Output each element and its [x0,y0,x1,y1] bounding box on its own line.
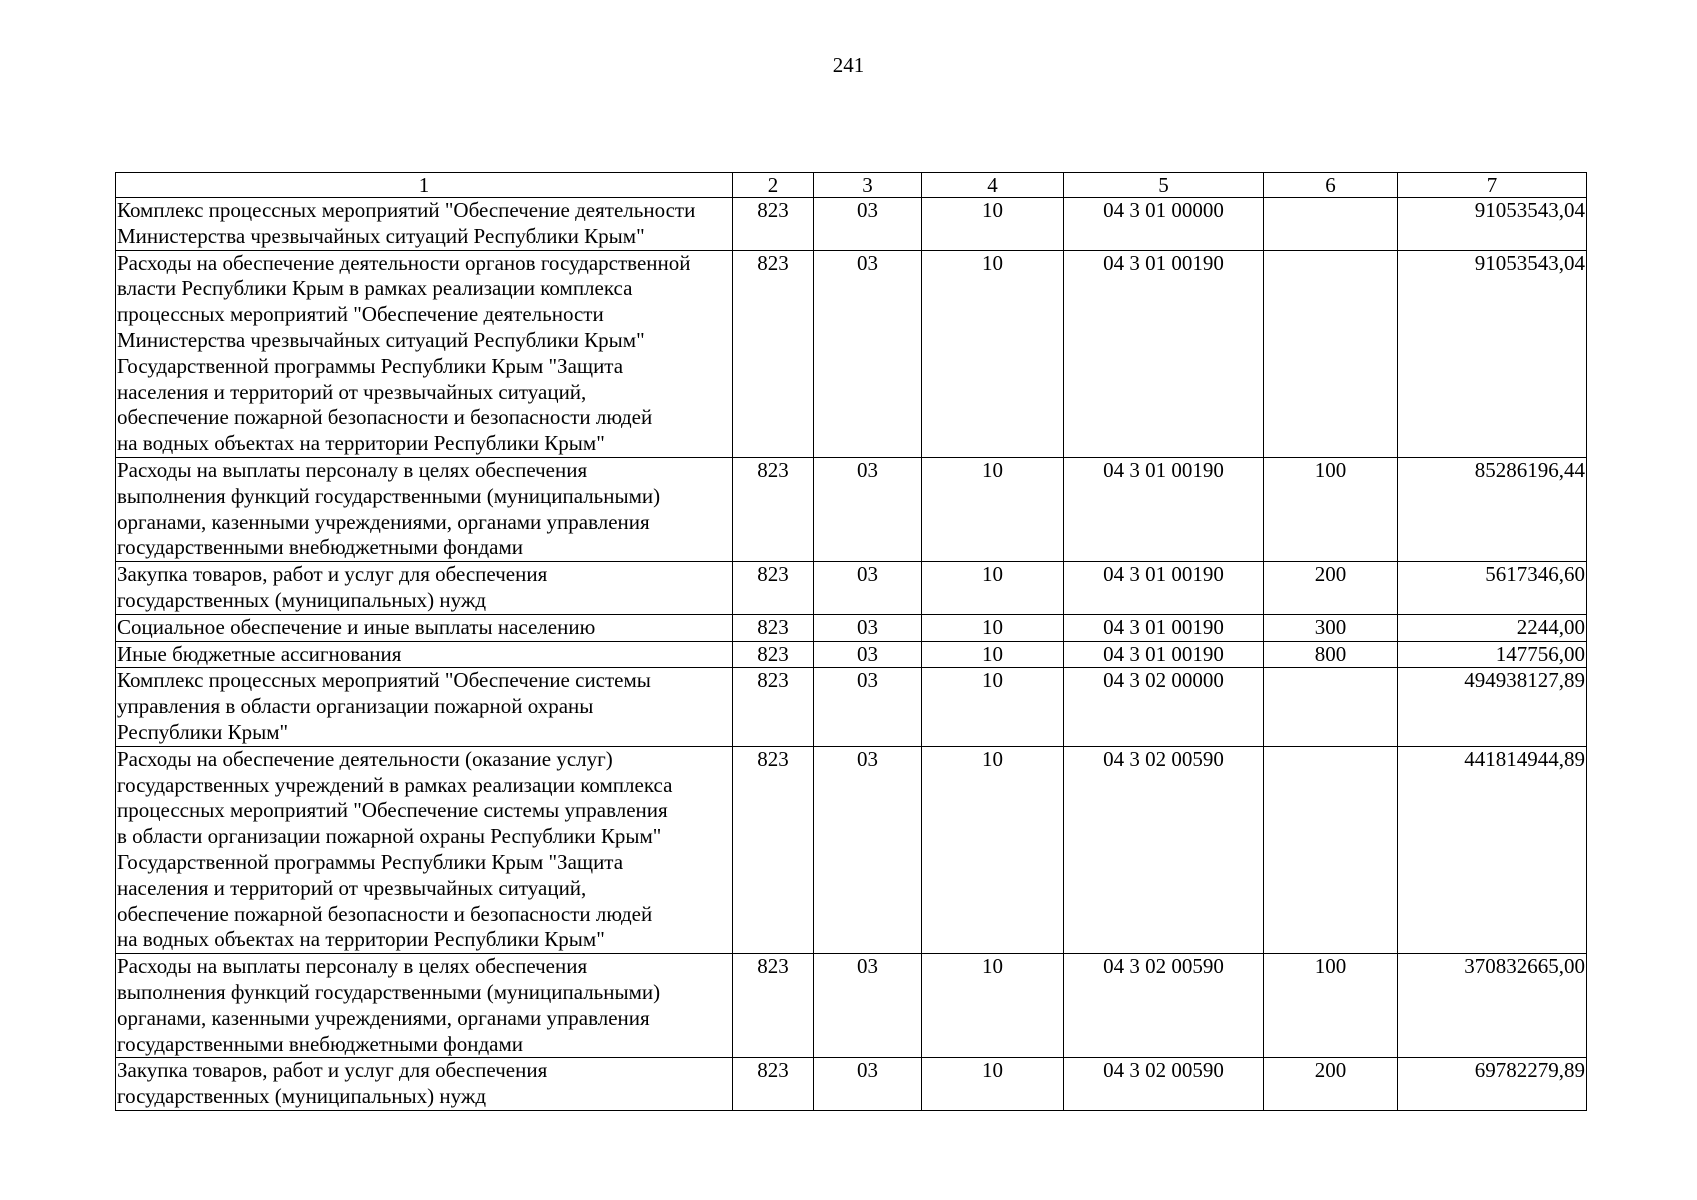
row-name-line: обеспечение пожарной безопасности и безопасности людей [117,405,653,430]
cell-col2: 823 [733,562,814,615]
cell-col5: 04 3 02 00590 [1064,954,1264,1058]
table-row [116,668,1587,746]
cell-col4: 10 [922,1058,1064,1111]
cell-col3: 03 [814,954,922,1058]
header-cell: 4 [922,173,1064,198]
row-name-line: Государственной программы Республики Крым "Защита [117,849,624,874]
row-name-line: Республики Крым" [117,719,289,744]
cell-col2: 823 [733,250,814,457]
cell-col6: 200 [1264,1058,1398,1111]
cell-amount: 370832665,00 [1398,954,1587,1058]
cell-col2: 823 [733,954,814,1058]
header-cell: 3 [814,173,922,198]
row-name-line: управления в области организации пожарной охраны [117,694,594,719]
row-name-line: процессных мероприятий "Обеспечение деятельности [117,302,604,327]
cell-amount: 85286196,44 [1398,457,1587,561]
table-row [116,250,1587,457]
row-name-cell [116,641,733,668]
cell-col6: 800 [1264,641,1398,668]
cell-col3: 03 [814,614,922,641]
budget-table [115,172,1587,1111]
cell-col2: 823 [733,1058,814,1111]
cell-col2: 823 [733,198,814,251]
row-name-line: государственных (муниципальных) нужд [117,1084,487,1109]
table-row [116,457,1587,561]
row-name-line: процессных мероприятий "Обеспечение системы управления [117,798,668,823]
row-name-cell [116,562,733,615]
cell-amount: 91053543,04 [1398,250,1587,457]
row-name-line: выполнения функций государственными (муниципальными) [117,979,661,1004]
row-name-line: органами, казенными учреждениями, органами управления [117,509,650,534]
row-name-line: Расходы на выплаты персоналу в целях обеспечения [117,954,588,979]
cell-col3: 03 [814,250,922,457]
row-name-cell [116,954,733,1058]
cell-amount: 494938127,89 [1398,668,1587,746]
cell-col2: 823 [733,614,814,641]
row-name-line: Расходы на обеспечение деятельности органов государственной [117,250,691,275]
cell-col6: 100 [1264,457,1398,561]
table-row [116,562,1587,615]
cell-amount: 441814944,89 [1398,746,1587,953]
cell-col5: 04 3 01 00190 [1064,562,1264,615]
cell-col6 [1264,668,1398,746]
cell-col4: 10 [922,641,1064,668]
cell-amount: 5617346,60 [1398,562,1587,615]
row-name-line: государственных учреждений в рамках реализации комплекса [117,772,673,797]
header-cell: 5 [1064,173,1264,198]
row-name-line: выполнения функций государственными (муниципальными) [117,483,661,508]
cell-col5: 04 3 02 00590 [1064,1058,1264,1111]
row-name-line: на водных объектах на территории Республики Крым" [117,927,605,952]
table-row [116,746,1587,953]
cell-col3: 03 [814,198,922,251]
cell-col6: 100 [1264,954,1398,1058]
cell-amount: 69782279,89 [1398,1058,1587,1111]
header-cell: 1 [116,173,733,198]
cell-col4: 10 [922,198,1064,251]
cell-col4: 10 [922,250,1064,457]
row-name-line: органами, казенными учреждениями, органами управления [117,1005,650,1030]
row-name-cell [116,1058,733,1111]
row-name-line: государственных (муниципальных) нужд [117,587,487,612]
row-name-line: Министерства чрезвычайных ситуаций Республики Крым" [117,327,645,352]
cell-col5: 04 3 02 00000 [1064,668,1264,746]
table-header-row [116,173,1587,198]
table-row [116,954,1587,1058]
cell-amount: 91053543,04 [1398,198,1587,251]
cell-col6 [1264,746,1398,953]
cell-amount: 147756,00 [1398,641,1587,668]
cell-col5: 04 3 01 00190 [1064,457,1264,561]
row-name-line: на водных объектах на территории Республики Крым" [117,431,605,456]
row-name-line: в области организации пожарной охраны Республики Крым" [117,824,662,849]
row-name-line: Министерства чрезвычайных ситуаций Республики Крым" [117,223,645,248]
row-name-line: государственными внебюджетными фондами [117,535,524,560]
cell-col3: 03 [814,562,922,615]
row-name-cell [116,614,733,641]
header-cell: 2 [733,173,814,198]
page-number: 241 [832,53,865,77]
row-name-cell [116,668,733,746]
row-name-line: обеспечение пожарной безопасности и безопасности людей [117,901,653,926]
table-row [116,641,1587,668]
header-cell: 6 [1264,173,1398,198]
row-name-line: государственными внебюджетными фондами [117,1031,524,1056]
cell-amount: 2244,00 [1398,614,1587,641]
row-name-line: власти Республики Крым в рамках реализации комплекса [117,276,633,301]
table-row [116,614,1587,641]
cell-col5: 04 3 01 00190 [1064,614,1264,641]
cell-col2: 823 [733,457,814,561]
cell-col4: 10 [922,457,1064,561]
cell-col4: 10 [922,668,1064,746]
cell-col3: 03 [814,1058,922,1111]
row-name-cell [116,457,733,561]
row-name-line: Закупка товаров, работ и услуг для обеспечения [117,562,548,587]
cell-col6: 300 [1264,614,1398,641]
cell-col3: 03 [814,641,922,668]
row-name-line: населения и территорий от чрезвычайных ситуаций, [117,875,587,900]
cell-col2: 823 [733,641,814,668]
row-name-line: Комплекс процессных мероприятий "Обеспечение системы [117,668,651,693]
cell-col6 [1264,198,1398,251]
row-name-cell [116,746,733,953]
row-name-line: Закупка товаров, работ и услуг для обеспечения [117,1058,548,1083]
row-name-line: Расходы на выплаты персоналу в целях обеспечения [117,457,588,482]
cell-col5: 04 3 02 00590 [1064,746,1264,953]
cell-col2: 823 [733,746,814,953]
row-name-cell [116,198,733,251]
row-name-line: Расходы на обеспечение деятельности (оказание услуг) [117,746,613,771]
row-name-cell [116,250,733,457]
cell-col3: 03 [814,457,922,561]
row-name-line: Социальное обеспечение и иные выплаты населению [117,614,596,639]
table-body [116,198,1587,1111]
cell-col5: 04 3 01 00190 [1064,250,1264,457]
cell-col5: 04 3 01 00190 [1064,641,1264,668]
header-cell: 7 [1398,173,1587,198]
table-row [116,198,1587,251]
row-name-line: Иные бюджетные ассигнования [117,641,402,666]
cell-col6 [1264,250,1398,457]
cell-col4: 10 [922,614,1064,641]
cell-col4: 10 [922,746,1064,953]
row-name-line: Государственной программы Республики Крым "Защита [117,353,624,378]
table-row [116,1058,1587,1111]
cell-col4: 10 [922,954,1064,1058]
cell-col2: 823 [733,668,814,746]
cell-col5: 04 3 01 00000 [1064,198,1264,251]
cell-col3: 03 [814,668,922,746]
cell-col6: 200 [1264,562,1398,615]
row-name-line: Комплекс процессных мероприятий "Обеспечение деятельности [117,198,696,222]
cell-col4: 10 [922,562,1064,615]
row-name-line: населения и территорий от чрезвычайных ситуаций, [117,379,587,404]
cell-col3: 03 [814,746,922,953]
